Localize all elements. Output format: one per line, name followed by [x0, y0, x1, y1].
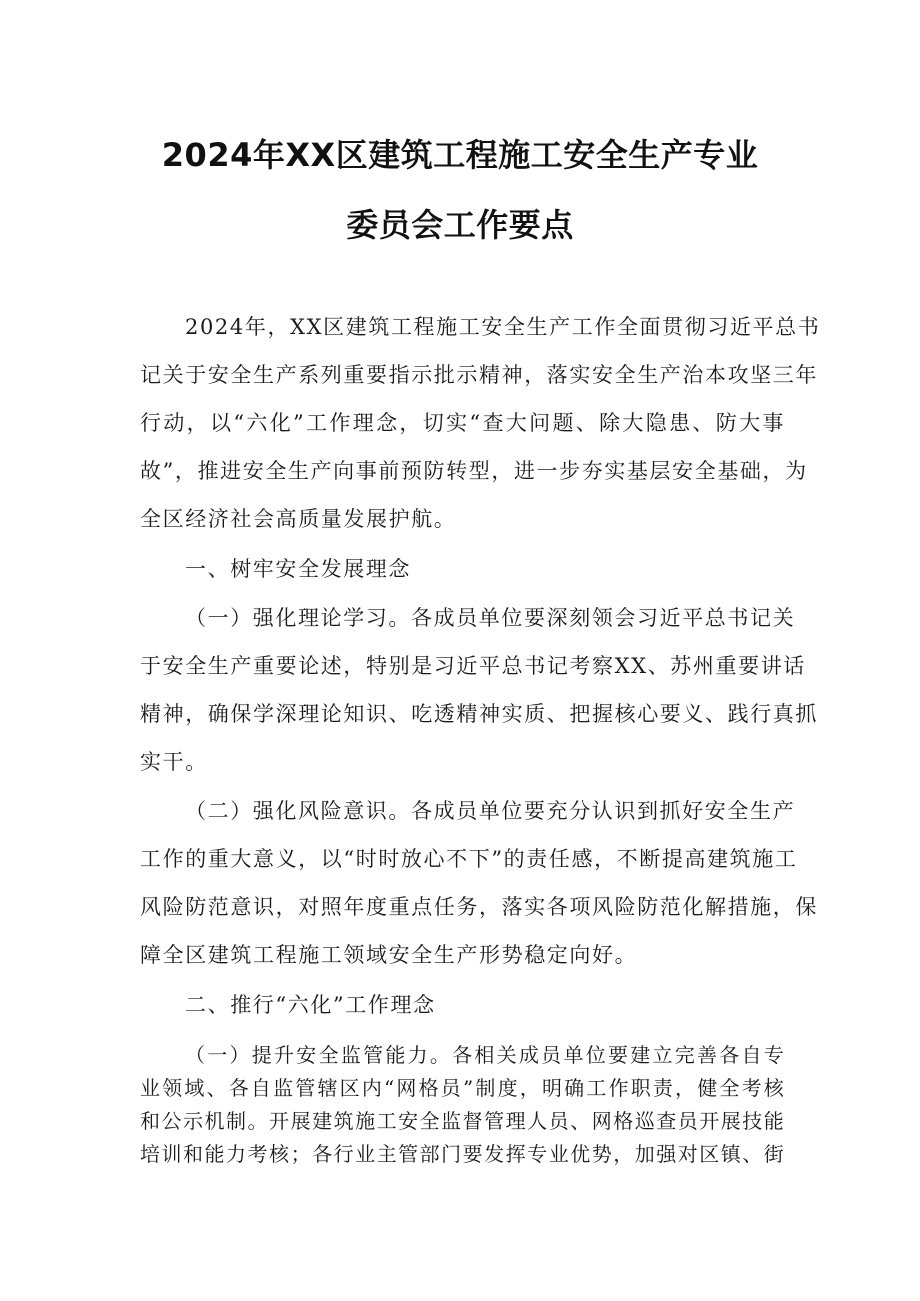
paragraph-line: 故”，推进安全生产向事前预防转型，进一步夯实基层安全基础，为 — [140, 459, 808, 483]
paragraph-line: 于安全生产重要论述，特别是习近平总书记考察XX、苏州重要讲话 — [140, 654, 806, 678]
paragraph-line: （二）强化风险意识。各成员单位要充分认识到抓好安全生产 — [185, 799, 796, 823]
paragraph-line: 2024年，XX区建筑工程施工安全生产工作全面贯彻习近平总书 — [185, 315, 821, 339]
section-heading: 二、推行“六化”工作理念 — [185, 993, 436, 1017]
paragraph-line: 实干。 — [140, 750, 208, 774]
paragraph-line: 工作的重大意义，以“时时放心不下”的责任感，不断提高建筑施工 — [140, 847, 798, 871]
document-title-line2: 委员会工作要点 — [346, 206, 574, 244]
paragraph-line: 培训和能力考核；各行业主管部门要发挥专业优势，加强对区镇、街 — [140, 1142, 785, 1166]
paragraph-line: 全区经济社会高质量发展护航。 — [140, 507, 457, 531]
section-heading: 一、树牢安全发展理念 — [185, 557, 411, 581]
paragraph-line: 和公示机制。开展建筑施工安全监督管理人员、网格巡查员开展技能 — [140, 1109, 785, 1133]
paragraph-line: 精神，确保学深理论知识、吃透精神实质、把握核心要义、践行真抓 — [140, 702, 818, 726]
paragraph-line: 风险防范意识，对照年度重点任务，落实各项风险防范化解措施，保 — [140, 895, 818, 919]
paragraph-line: （一）提升安全监管能力。各相关成员单位要建立完善各自专 — [185, 1043, 785, 1067]
paragraph-line: 行动，以“六化”工作理念，切实“查大问题、除大隐患、防大事 — [140, 411, 785, 435]
document-title-line1: 2024年XX区建筑工程施工安全生产专业 — [161, 136, 759, 174]
paragraph-line: 业领域、各自监管辖区内“网格员”制度，明确工作职责，健全考核 — [140, 1076, 785, 1100]
paragraph-line: （一）强化理论学习。各成员单位要深刻领会习近平总书记关 — [185, 606, 796, 630]
paragraph-line: 障全区建筑工程施工领域安全生产形势稳定向好。 — [140, 943, 638, 967]
paragraph-line: 记关于安全生产系列重要指示批示精神，落实安全生产治本攻坚三年 — [140, 363, 818, 387]
